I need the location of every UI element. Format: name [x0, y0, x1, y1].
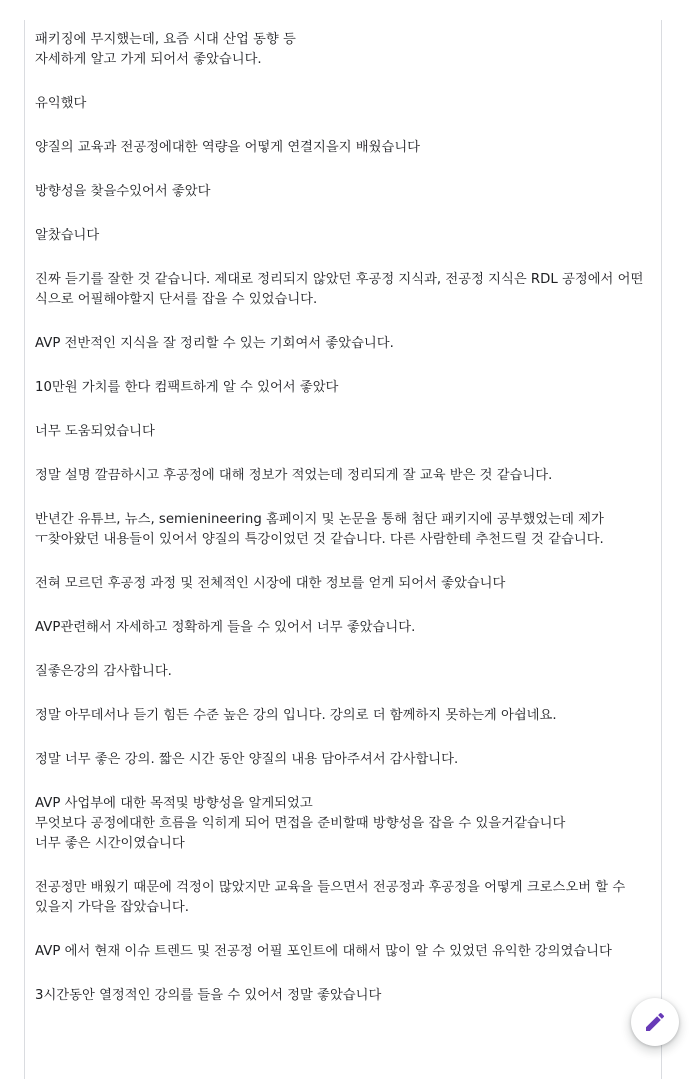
response-text: 양질의 교육과 전공정에대한 역량을 어떻게 연결지을지 배웠습니다 — [35, 140, 421, 155]
response-text: 질좋은강의 감사합니다. — [35, 664, 172, 679]
response-text: 전혀 모르던 후공정 과정 및 전체적인 시장에 대한 정보를 얻게 되어서 좋았습니다 — [35, 576, 506, 591]
responses-card — [24, 20, 662, 1079]
response-text: 알찼습니다 — [35, 228, 100, 243]
response-text: 전공정만 배웠기 때문에 걱정이 많았지만 교육을 들으면서 전공정과 후공정을 어떻게 크로스오버 할 수 있을지 가닥을 잡았습니다. — [35, 880, 630, 915]
response-text: 10만원 가치를 한다 컴팩트하게 알 수 있어서 좋았다 — [35, 380, 339, 395]
response-text: 3시간동안 열정적인 강의를 들을 수 있어서 정말 좋았습니다 — [35, 988, 382, 1003]
response-text: AVP 에서 현재 이슈 트렌드 및 전공정 어필 포인트에 대해서 많이 알 수 있었던 유익한 강의였습니다 — [35, 944, 612, 959]
pencil-edit-icon — [643, 1010, 667, 1034]
response-text: AVP관련해서 자세하고 정확하게 들을 수 있어서 너무 좋았습니다. — [35, 620, 416, 635]
response-text: 반년간 유튜브, 뉴스, semienineering 홈페이지 및 논문을 통해 첨단 패키지에 공부했었는데 제가 ㅜ찾아왔던 내용들이 있어서 양질의 특강이었던 것 같습니다. 다른 사람한테 추천드릴 것 같습니다. — [35, 512, 609, 547]
response-text: 유익했다 — [35, 96, 87, 111]
response-list — [35, 30, 649, 1030]
response-text: 정말 설명 깔끔하시고 후공정에 대해 정보가 적었는데 정리되게 잘 교육 받은 것 같습니다. — [35, 468, 553, 483]
response-text: 너무 도움되었습니다 — [35, 424, 155, 439]
response-text: 방향성을 찾을수있어서 좋았다 — [35, 184, 211, 199]
response-text: 패키징에 무지했는데, 요즘 시대 산업 동향 등 자세하게 알고 가게 되어서 좋았습니다. — [35, 32, 296, 67]
response-text: 정말 아무데서나 듣기 힘든 수준 높은 강의 입니다. 강의로 더 함께하지 못하는게 아쉽네요. — [35, 708, 557, 723]
response-text: AVP 전반적인 지식을 잘 정리할 수 있는 기회여서 좋았습니다. — [35, 336, 394, 351]
response-text: 진짜 듣기를 잘한 것 같습니다. 제대로 정리되지 않았던 후공정 지식과, 전공정 지식은 RDL 공정에서 어떤 식으로 어필해야할지 단서를 잡을 수 있었습니다. — [35, 272, 648, 307]
response-text: AVP 사업부에 대한 목적및 방향성을 알게되었고 무엇보다 공정에대한 흐름을 익히게 되어 면접을 준비할때 방향성을 잡을 수 있을거같습니다 너무 좋은 시간이였습니다 — [35, 796, 566, 851]
edit-form-button[interactable] — [631, 998, 679, 1046]
response-text: 정말 너무 좋은 강의. 짧은 시간 동안 양질의 내용 담아주셔서 감사합니다. — [35, 752, 459, 767]
